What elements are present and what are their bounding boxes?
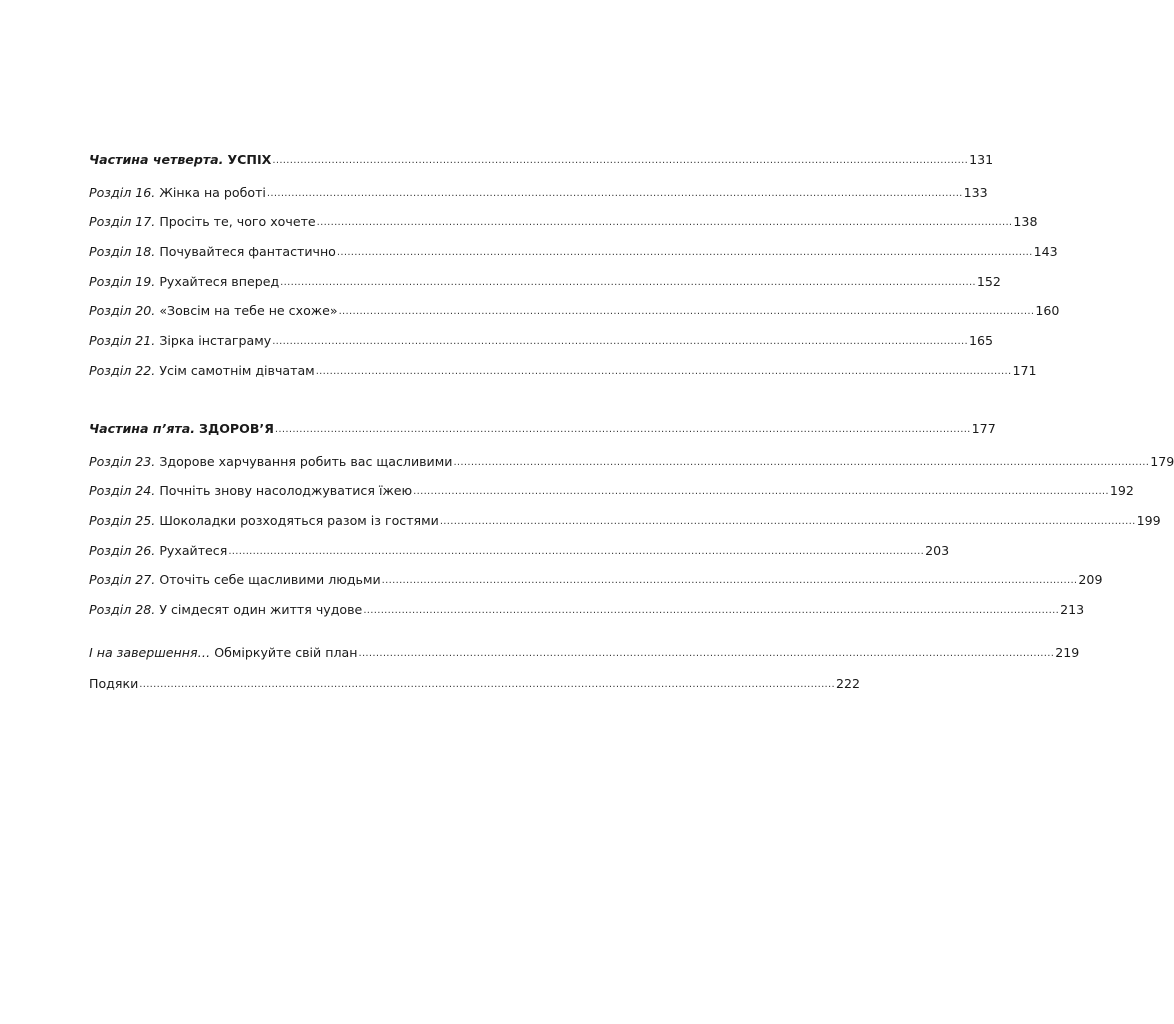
chapter-title: Зірка інстаграму [159, 333, 272, 348]
page-number: 160 [1035, 303, 1060, 318]
page-number: 143 [1033, 244, 1058, 259]
toc-chapter-27 [89, 570, 1103, 588]
dot-leader: ........................................................................................................................................................................................................ [338, 306, 1035, 317]
chapter-prefix: Розділ 20. [89, 303, 156, 318]
dot-leader: ........................................................................................................................................................................................................ [266, 188, 963, 199]
chapter-prefix: Розділ 23. [89, 454, 156, 469]
part-title: ЗДОРОВ’Я [199, 421, 274, 436]
chapter-prefix: Розділ 28. [89, 602, 156, 617]
toc-chapter-18 [89, 242, 1058, 260]
chapter-prefix: Розділ 25. [89, 513, 156, 528]
chapter-title: Почувайтеся фантастично [159, 244, 336, 259]
chapter-prefix: Розділ 21. [89, 333, 156, 348]
page-number: 138 [1013, 214, 1038, 229]
dot-leader: ........................................................................................................................................................................................................ [363, 605, 1060, 616]
toc-title [89, 333, 271, 349]
dot-leader: ........................................................................................................................................................................................................ [280, 277, 976, 288]
dot-leader: ........................................................................................................................................................................................................ [453, 457, 1150, 468]
acknowledgements-title: Подяки [89, 676, 139, 691]
toc-title [89, 185, 266, 201]
toc-title [89, 421, 274, 437]
chapter-prefix: Розділ 17. [89, 214, 156, 229]
toc-title [89, 274, 279, 290]
toc-chapter-19 [89, 272, 1001, 290]
toc-title [89, 363, 315, 379]
chapter-title: У сімдесят один життя чудове [159, 602, 363, 617]
chapter-title: Здорове харчування робить вас щасливими [159, 454, 453, 469]
chapter-title: Усім самотнім дівчатам [159, 363, 315, 378]
page-number: 179 [1150, 454, 1174, 469]
toc-title [89, 602, 362, 618]
toc-chapter-23 [89, 452, 1174, 470]
dot-leader: ........................................................................................................................................................................................................ [315, 366, 1012, 377]
toc-chapter-21 [89, 331, 993, 349]
toc-chapter-24 [89, 481, 1134, 499]
chapter-title: Рухайтеся вперед [159, 274, 280, 289]
chapter-prefix: Розділ 19. [89, 274, 156, 289]
toc-title [89, 152, 271, 168]
dot-leader: ........................................................................................................................................................................................................ [139, 679, 835, 690]
toc-chapter-26 [89, 541, 950, 559]
part-prefix: Частина п’ята. [89, 421, 196, 436]
toc-part-4 [89, 150, 994, 168]
toc-title [89, 572, 381, 588]
toc-title [89, 645, 357, 661]
dot-leader: ........................................................................................................................................................................................................ [358, 648, 1055, 659]
toc-title [89, 454, 452, 470]
chapter-prefix: Розділ 16. [89, 185, 156, 200]
chapter-title: Просіть те, чого хочете [159, 214, 316, 229]
toc-title [89, 543, 227, 559]
dot-leader: ........................................................................................................................................................................................................ [272, 336, 968, 347]
chapter-title: «Зовсім на тебе не схоже» [159, 303, 338, 318]
page-number: 152 [976, 274, 1001, 289]
page-number: 192 [1109, 483, 1134, 498]
chapter-title: Почніть знову насолоджуватися їжею [159, 483, 413, 498]
toc-title [89, 214, 316, 230]
page-number: 219 [1055, 645, 1080, 660]
page-number: 203 [925, 543, 950, 558]
toc-chapter-25 [89, 511, 1161, 529]
conclusion-title: Обміркуйте свій план [214, 645, 358, 660]
page-number: 199 [1136, 513, 1161, 528]
chapter-title: Рухайтеся [159, 543, 228, 558]
dot-leader: ........................................................................................................................................................................................................ [439, 516, 1136, 527]
chapter-prefix: Розділ 26. [89, 543, 156, 558]
page-number: 171 [1012, 363, 1037, 378]
page-number: 165 [968, 333, 993, 348]
toc-acknowledgements [89, 674, 861, 692]
toc-part-5 [89, 419, 996, 437]
toc-title [89, 676, 138, 692]
dot-leader: ........................................................................................................................................................................................................ [413, 486, 1109, 497]
chapter-prefix: Розділ 24. [89, 483, 156, 498]
page-number: 222 [836, 676, 861, 691]
toc-title [89, 483, 412, 499]
chapter-title: Шоколадки розходяться разом із гостями [159, 513, 439, 528]
chapter-prefix: Розділ 18. [89, 244, 156, 259]
toc-chapter-22 [89, 361, 1037, 379]
part-prefix: Частина четверта. [89, 152, 224, 167]
dot-leader: ........................................................................................................................................................................................................ [272, 155, 969, 166]
conclusion-prefix: І на завершення… [89, 645, 211, 660]
toc-chapter-17 [89, 212, 1038, 230]
chapter-prefix: Розділ 22. [89, 363, 156, 378]
chapter-title: Оточіть себе щасливими людьми [159, 572, 381, 587]
page-number: 209 [1078, 572, 1103, 587]
page-number: 213 [1060, 602, 1085, 617]
toc-title [89, 244, 336, 260]
toc-title [89, 513, 439, 529]
toc-title [89, 303, 338, 319]
dot-leader: ........................................................................................................................................................................................................ [381, 575, 1078, 586]
toc-chapter-28 [89, 600, 1085, 618]
dot-leader: ........................................................................................................................................................................................................ [274, 424, 971, 435]
dot-leader: ........................................................................................................................................................................................................ [228, 546, 925, 557]
page-number: 177 [971, 421, 996, 436]
toc-chapter-16 [89, 183, 988, 201]
chapter-title: Жінка на роботі [159, 185, 266, 200]
chapter-prefix: Розділ 27. [89, 572, 156, 587]
part-title: УСПІХ [227, 152, 272, 167]
dot-leader: ........................................................................................................................................................................................................ [336, 247, 1033, 258]
page-number: 131 [969, 152, 994, 167]
dot-leader: ........................................................................................................................................................................................................ [316, 217, 1013, 228]
page-number: 133 [963, 185, 988, 200]
toc-conclusion [89, 643, 1080, 661]
toc-chapter-20 [89, 301, 1060, 319]
